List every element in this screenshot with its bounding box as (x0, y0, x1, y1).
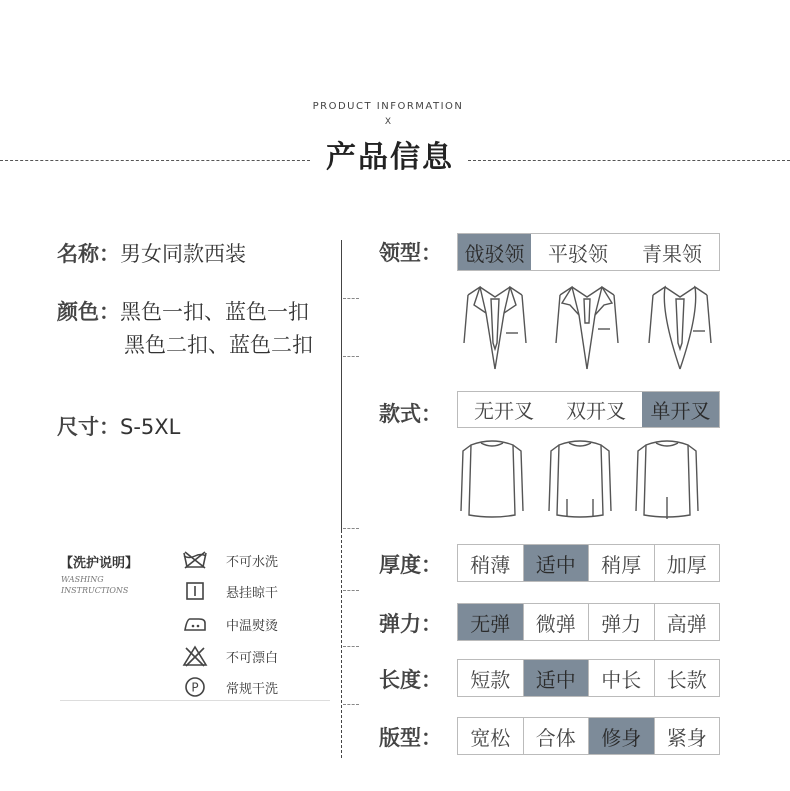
elasticity-option: 弹力 (588, 604, 654, 640)
column-divider-dashed (341, 530, 342, 758)
dry-clean-icon (180, 676, 210, 698)
care-item (180, 579, 320, 603)
divider-tick (343, 528, 359, 529)
product-color-label: 颜色： (57, 300, 120, 324)
product-name-label: 名称： (57, 242, 120, 266)
product-color-row (57, 296, 309, 326)
vent-style-label: 款式： (379, 402, 442, 426)
elasticity-options (457, 603, 720, 641)
fit-label: 版型： (379, 726, 442, 750)
hang-dry-icon (180, 580, 210, 602)
thickness-options (457, 544, 720, 582)
elasticity-option-selected: 无弹 (458, 604, 523, 640)
header-dashed-line-right (468, 160, 790, 161)
care-item (180, 644, 320, 668)
elasticity-label: 弹力： (379, 612, 442, 636)
thickness-option: 稍薄 (470, 552, 511, 577)
svg-text:P: P (191, 680, 199, 695)
collar-option-peak: 平驳领 (548, 241, 608, 266)
length-options (457, 659, 720, 697)
care-item-label: 常规干洗 (226, 681, 279, 697)
care-item-label: 不可水洗 (226, 554, 279, 570)
care-divider (60, 700, 330, 701)
length-option: 短款 (470, 667, 511, 692)
vent-single-illustration (632, 437, 702, 527)
elasticity-option: 高弹 (654, 604, 720, 640)
thickness-option: 稍厚 (588, 545, 654, 581)
care-item-label: 不可漂白 (226, 650, 279, 666)
divider-tick (343, 646, 359, 647)
care-title: 【洗护说明】 (60, 556, 139, 571)
care-item (180, 675, 320, 699)
collar-notch-illustration (460, 283, 530, 373)
fit-option: 合体 (523, 718, 589, 754)
collar-peak-illustration (552, 283, 622, 373)
elasticity-option: 微弹 (523, 604, 589, 640)
care-item-label: 中温熨烫 (226, 618, 279, 634)
header-english-title: PRODUCT INFORMATION (312, 101, 464, 112)
vent-none-illustration (457, 437, 527, 527)
header-divider-x: X (384, 117, 392, 127)
no-wash-icon (180, 549, 210, 571)
fit-options (457, 717, 720, 755)
vent-option-none: 无开叉 (474, 399, 534, 423)
iron-medium-icon (180, 613, 210, 635)
length-label: 长度： (379, 668, 442, 692)
page-title: 产品信息 (326, 140, 454, 175)
vent-double-illustration (545, 437, 615, 527)
collar-shawl-illustration (645, 283, 715, 373)
fit-option-selected: 修身 (588, 718, 654, 754)
product-size-label: 尺寸： (57, 415, 120, 439)
product-color-value-line1: 黑色一扣、蓝色一扣 (120, 300, 309, 324)
collar-label: 领型： (379, 241, 442, 265)
product-size-value: S-5XL (120, 415, 181, 439)
thickness-option: 加厚 (654, 545, 720, 581)
length-option: 中长 (588, 660, 654, 696)
divider-tick (343, 590, 359, 591)
vent-style-options (457, 391, 720, 428)
fit-option: 宽松 (470, 725, 511, 750)
care-subtitle: WASHING INSTRUCTIONS (61, 575, 129, 595)
divider-tick (343, 356, 359, 357)
fit-option: 紧身 (654, 718, 720, 754)
collar-options (457, 233, 720, 271)
care-item (180, 612, 320, 636)
collar-option-notch: 戗驳领 (458, 234, 531, 270)
product-size-row (57, 411, 180, 441)
vent-option-double: 双开叉 (566, 399, 626, 423)
product-name-value: 男女同款西装 (120, 242, 246, 266)
length-option-selected: 适中 (523, 660, 589, 696)
vent-option-single: 单开叉 (642, 392, 719, 427)
column-divider (341, 240, 342, 530)
no-bleach-icon (180, 645, 210, 667)
divider-tick (343, 704, 359, 705)
thickness-label: 厚度： (379, 553, 442, 577)
collar-option-shawl: 青果领 (642, 241, 702, 266)
care-item-label: 悬挂晾干 (226, 585, 279, 601)
divider-tick (343, 298, 359, 299)
product-name-row (57, 238, 246, 268)
length-option: 长款 (654, 660, 720, 696)
care-item (180, 548, 320, 572)
thickness-option-selected: 适中 (523, 545, 589, 581)
product-color-value-line2: 黑色二扣、蓝色二扣 (124, 333, 313, 357)
header-dashed-line-left (0, 160, 310, 161)
